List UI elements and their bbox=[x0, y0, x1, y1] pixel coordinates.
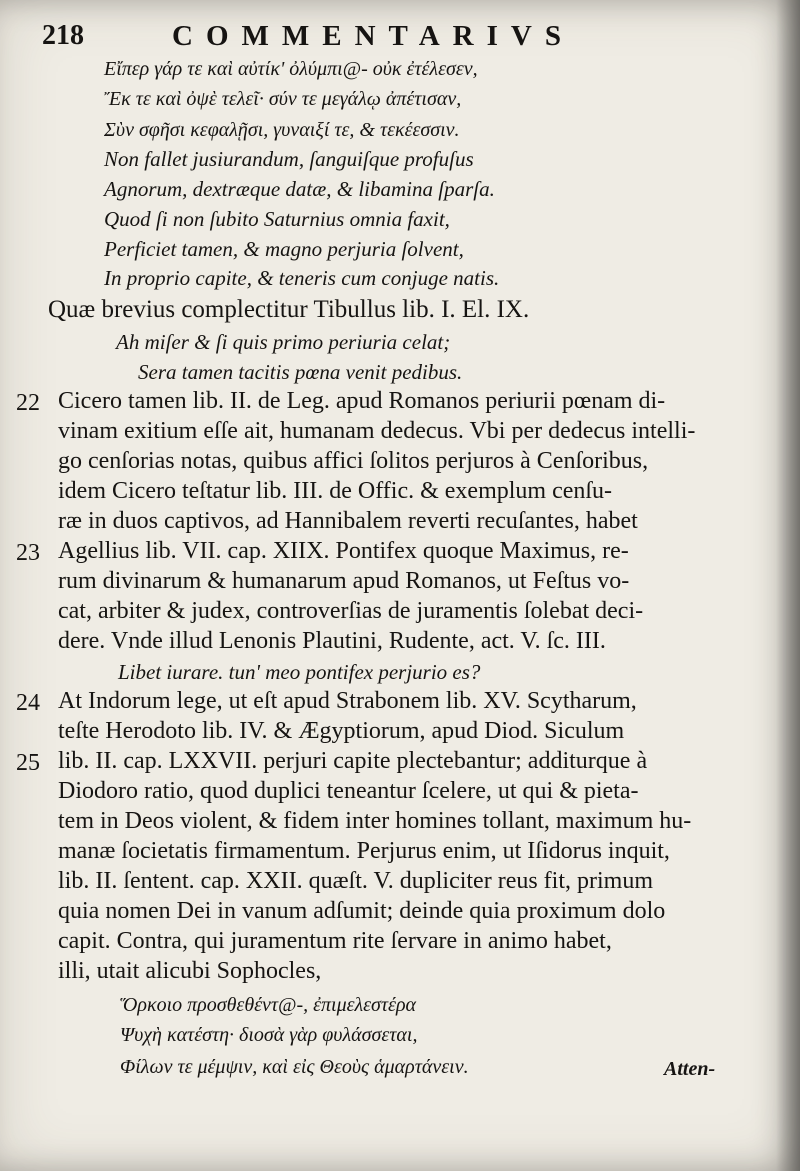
page-edge-shadow bbox=[776, 0, 800, 1171]
latin-verse-line: Perficiet tamen, & magno perjuria ſolvent, bbox=[104, 237, 464, 261]
latin-verse-line: Agnorum, dextræque datæ, & libamina ſparſa. bbox=[104, 177, 495, 201]
page-header bbox=[42, 18, 602, 58]
prose-line: rum divinarum & humanarum apud Romanos, ut Feſtus vo- bbox=[58, 568, 630, 594]
marginal-note-number: 23 bbox=[16, 540, 40, 566]
prose-line: cat, arbiter & judex, controverſias de juramentis ſolebat deci- bbox=[58, 598, 644, 624]
prose-line: idem Cicero teſtatur lib. III. de Offic. & exemplum cenſu- bbox=[58, 478, 613, 504]
prose-line: dere. Vnde illud Lenonis Plautini, Rudente, act. V. ſc. III. bbox=[58, 628, 606, 654]
prose-line: quia nomen Dei in vanum adſumit; deinde quia proximum dolo bbox=[58, 898, 666, 924]
greek-verse-line: Ὅρκοιο προσθεθέντ@-, ἐπιμελεστέρα bbox=[120, 994, 417, 1016]
latin-verse-line: Quod ſi non ſubito Saturnius omnia faxit, bbox=[104, 207, 450, 231]
marginal-note-number: 22 bbox=[16, 390, 40, 416]
prose-line: manæ ſocietatis firmamentum. Perjurus enim, ut Iſidorus inquit, bbox=[58, 838, 670, 864]
greek-verse-line: Ψυχὴ κατέστη· διοσὰ γὰρ φυλάσσεται, bbox=[120, 1024, 418, 1046]
prose-line: illi, utait alicubi Sophocles, bbox=[58, 958, 322, 984]
marginal-note-number: 25 bbox=[16, 750, 40, 776]
running-title: COMMENTARIVS bbox=[172, 20, 574, 52]
prose-line: At Indorum lege, ut eſt apud Strabonem lib. XV. Scytharum, bbox=[58, 688, 637, 714]
prose-line: vinam exitium eſſe ait, humanam dedecus. Vbi per dedecus intelli- bbox=[58, 418, 696, 444]
prose-line: tem in Deos violent, & fidem inter homines tollant, maximum hu- bbox=[58, 808, 692, 834]
greek-verse-line: Εἴπερ γάρ τε καὶ αὐτίκ' ὀλύμπι@- οὐκ ἐτέλεσεν, bbox=[104, 58, 478, 80]
prose-line: Cicero tamen lib. II. de Leg. apud Romanos periurii pœnam di- bbox=[58, 388, 666, 414]
tibullus-verse-line: Sera tamen tacitis pœna venit pedibus. bbox=[138, 360, 463, 384]
latin-verse-line: In proprio capite, & teneris cum conjuge natis. bbox=[104, 266, 500, 290]
prose-line: capit. Contra, qui juramentum rite ſervare in animo habet, bbox=[58, 928, 612, 954]
prose-line: Agellius lib. VII. cap. XIIX. Pontifex quoque Maximus, re- bbox=[58, 538, 629, 564]
greek-verse-line: Σὺν σφῆσι κεφαλῇσι, γυναιξί τε, & τεκέεσσιν. bbox=[104, 119, 460, 141]
catchword: Atten- bbox=[664, 1058, 716, 1080]
prose-line: Diodoro ratio, quod duplici teneantur ſcelere, ut qui & pieta- bbox=[58, 778, 639, 804]
prose-line: ræ in duos captivos, ad Hannibalem reverti recuſantes, habet bbox=[58, 508, 638, 534]
latin-verse-line: Non fallet jusiurandum, ſanguiſque profuſus bbox=[104, 147, 474, 171]
prose-line: Quæ brevius complectitur Tibullus lib. I. El. IX. bbox=[48, 296, 530, 323]
tibullus-verse-line: Ah miſer & ſi quis primo periuria celat; bbox=[116, 330, 451, 354]
prose-line: teſte Herodoto lib. IV. & Ægyptiorum, apud Diod. Siculum bbox=[58, 718, 625, 744]
greek-verse-line: Ἔκ τε καὶ ὀψὲ τελεῖ· σύν τε μεγάλῳ ἀπέτισαν, bbox=[104, 88, 462, 110]
prose-line: lib. II. ſentent. cap. XXII. quæſt. V. dupliciter reus fit, primum bbox=[58, 868, 654, 894]
prose-line: go cenſorias notas, quibus affici ſolitos perjuros à Cenſoribus, bbox=[58, 448, 649, 474]
marginal-note-number: 24 bbox=[16, 690, 40, 716]
plautus-quote: Libet iurare. tun' meo pontifex perjurio es? bbox=[118, 660, 481, 684]
page-number: 218 bbox=[42, 20, 84, 51]
prose-line: lib. II. cap. LXXVII. perjuri capite plectebantur; additurque à bbox=[58, 748, 648, 774]
greek-verse-line: Φίλων τε μέμψιν, καὶ εἰς Θεοὺς ἁμαρτάνειν. bbox=[120, 1056, 469, 1078]
